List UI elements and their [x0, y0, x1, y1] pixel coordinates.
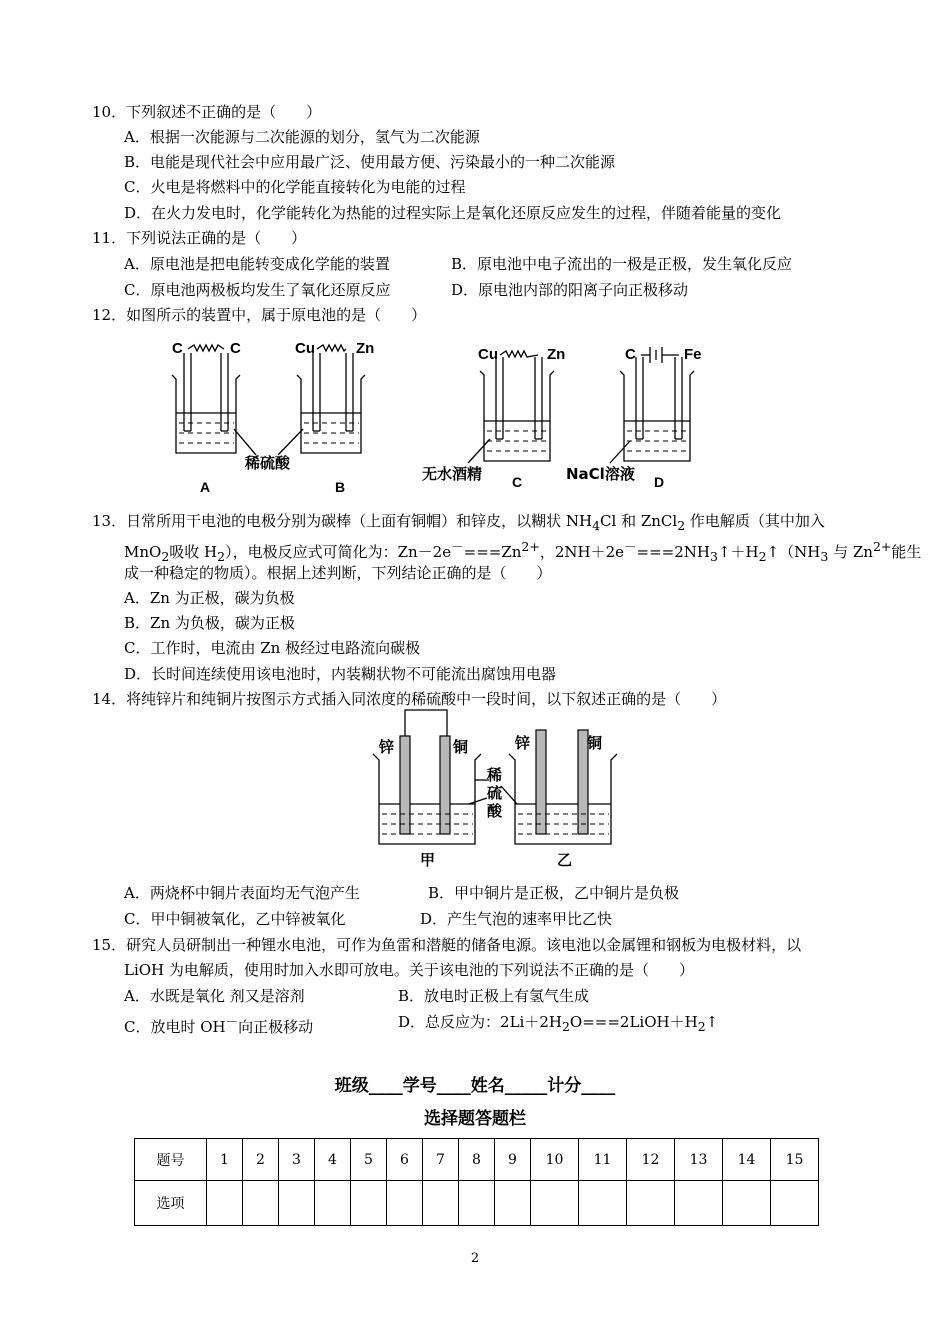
q11-option-c: C．原电池两极板均发生了氧化还原反应 [124, 281, 391, 299]
question-number-cell: 10 [531, 1139, 579, 1181]
question-number-cell: 14 [723, 1139, 771, 1181]
q12-b-left-electrode: Cu [295, 340, 315, 357]
question-number-cell: 6 [387, 1139, 423, 1181]
answer-cell[interactable] [675, 1181, 723, 1226]
answer-cell[interactable] [207, 1181, 243, 1226]
page-number: 2 [470, 1251, 480, 1266]
answer-cell[interactable] [723, 1181, 771, 1226]
q15-option-b: B．放电时正极上有氢气生成 [398, 987, 590, 1005]
answer-cell[interactable] [771, 1181, 819, 1226]
q15-stem-line1: 15．研究人员研制出一种锂水电池，可作为鱼雷和潜艇的储备电源。该电池以金属锂和钢板为电极材料，以 [92, 936, 802, 954]
q12-a-right-electrode: C [230, 340, 241, 357]
q14-option-b: B．甲中铜片是正极，乙中铜片是负极 [428, 884, 680, 902]
q11-option-d: D．原电池内部的阳离子向正极移动 [451, 281, 689, 299]
q12-c-solution-label: 无水酒精 [422, 465, 483, 483]
q12-c-left-electrode: Cu [478, 346, 498, 363]
q10-stem: 10．下列叙述不正确的是（ ） [92, 103, 322, 121]
question-number-cell: 8 [459, 1139, 495, 1181]
q15-stem-line2: LiOH 为电解质，使用时加入水即可放电。关于该电池的下列说法不正确的是（ ） [124, 961, 694, 979]
answer-cell[interactable] [495, 1181, 531, 1226]
q13-option-d: D．长时间连续使用该电池时，内装糊状物不可能流出腐蚀用电器 [124, 665, 557, 683]
q12-a-left-electrode: C [172, 340, 183, 357]
answer-table-header-row [135, 1139, 819, 1181]
q12-c-label: C [512, 474, 523, 490]
q15-option-d: D．总反应为：$2Li+2H_2O===2LiOH+H_2↑$ [398, 1013, 719, 1034]
q14-stem: 14．将纯锌片和纯铜片按图示方式插入同浓度的稀硫酸中一段时间，以下叙述正确的是（ ） [92, 690, 727, 708]
question-number-cell: 13 [675, 1139, 723, 1181]
q12-d-left-electrode: C [625, 346, 636, 363]
q11-option-a: A．原电池是把电能转变成化学能的装置 [124, 255, 390, 273]
answer-cell[interactable] [627, 1181, 675, 1226]
question-number-cell: 7 [423, 1139, 459, 1181]
q12-b-right-electrode: Zn [356, 340, 375, 357]
q15-option-a: A．水既是氧化 剂又是溶剂 [124, 987, 305, 1005]
answer-option-label: 选项 [135, 1181, 207, 1226]
question-number-cell: 12 [627, 1139, 675, 1181]
q14-acid-label-1: 稀 [487, 766, 503, 784]
q14-jia-label: 甲 [420, 851, 436, 869]
q12-figure [160, 335, 720, 495]
question-number-cell: 2 [243, 1139, 279, 1181]
answer-cell[interactable] [279, 1181, 315, 1226]
q12-b-label: B [335, 479, 346, 495]
q14-yi-copper-label: 铜 [587, 734, 603, 752]
q14-option-d: D．产生气泡的速率甲比乙快 [420, 910, 613, 928]
q11-stem: 11．下列说法正确的是（ ） [92, 229, 307, 247]
question-number-cell: 15 [771, 1139, 819, 1181]
answer-section-title: 选择题答题栏 [424, 1109, 526, 1129]
q12-a-label: A [200, 479, 211, 495]
q14-option-a: A．两烧杯中铜片表面均无气泡产生 [124, 884, 360, 902]
question-number-cell: 4 [315, 1139, 351, 1181]
q10-option-a: A．根据一次能源与二次能源的划分，氢气为二次能源 [124, 128, 480, 146]
q10-option-d: D．在火力发电时，化学能转化为热能的过程实际上是氧化还原反应发生的过程，伴随着能量的变化 [124, 204, 782, 222]
q12-d-right-electrode: Fe [684, 346, 702, 363]
q13-stem-line2: MnO$_2$吸收 $H_2$），电极反应式可简化为：$Zn-2e^-===Zn^{2+}$，$2NH+2e^-===2NH_3↑+H_2↑(NH_3$ 与 $Zn^{2+}$能生 [124, 539, 922, 564]
question-number-cell: 9 [495, 1139, 531, 1181]
q12-d-label: D [654, 474, 665, 490]
q10-option-c: C．火电是将燃料中的化学能直接转化为电能的过程 [124, 178, 466, 196]
question-number-cell: 1 [207, 1139, 243, 1181]
q13-option-a: A．Zn 为正极，碳为负极 [124, 589, 295, 607]
question-number-cell: 3 [279, 1139, 315, 1181]
q12-ab-solution-label: 稀硫酸 [245, 454, 291, 472]
q14-jia-zinc-label: 锌 [379, 738, 395, 756]
q10-option-b: B．电能是现代社会中应用最广泛、使用最方便、污染最小的一种二次能源 [124, 153, 616, 171]
question-number-cell: 5 [351, 1139, 387, 1181]
answer-cell[interactable] [243, 1181, 279, 1226]
q14-yi-zinc-label: 锌 [515, 734, 531, 752]
q13-option-b: B．Zn 为负极，碳为正极 [124, 614, 295, 632]
answer-cell[interactable] [315, 1181, 351, 1226]
q14-figure [365, 708, 625, 870]
q14-acid-label-3: 酸 [487, 802, 503, 820]
q12-d-solution-label: NaCl溶液 [566, 465, 635, 483]
q13-stem-line3: 成一种稳定的物质）。根据上述判断，下列结论正确的是（ ） [124, 564, 552, 582]
q14-jia-copper-label: 铜 [453, 738, 469, 756]
q14-acid-label-2: 硫 [487, 784, 503, 802]
q12-c-right-electrode: Zn [547, 346, 566, 363]
answer-cell[interactable] [423, 1181, 459, 1226]
q13-option-c: C．工作时，电流由 Zn 极经过电路流向碳极 [124, 639, 421, 657]
q15-option-c: C．放电时 OH－向正极移动 [124, 1014, 314, 1036]
answer-cell[interactable] [351, 1181, 387, 1226]
answer-cell[interactable] [579, 1181, 627, 1226]
answer-cell[interactable] [459, 1181, 495, 1226]
answer-cell[interactable] [531, 1181, 579, 1226]
q13-stem-line1: 13．日常所用干电池的电极分别为碳棒（上面有铜帽）和锌皮，以糊状 $NH_4Cl$ 和 ZnCl$_2$ 作电解质（其中加入 [92, 512, 825, 533]
answer-table [134, 1138, 819, 1226]
q11-option-b: B．原电池中电子流出的一极是正极，发生氧化反应 [451, 255, 793, 273]
student-info-line: 班级____学号____姓名_____计分____ [334, 1076, 616, 1096]
answer-cell[interactable] [387, 1181, 423, 1226]
q14-yi-label: 乙 [557, 851, 573, 869]
answer-table-answer-row [135, 1181, 819, 1226]
question-number-label: 题号 [135, 1139, 207, 1181]
question-number-cell: 11 [579, 1139, 627, 1181]
q12-stem: 12．如图所示的装置中，属于原电池的是（ ） [92, 306, 427, 324]
q14-option-c: C．甲中铜被氧化，乙中锌被氧化 [124, 910, 346, 928]
